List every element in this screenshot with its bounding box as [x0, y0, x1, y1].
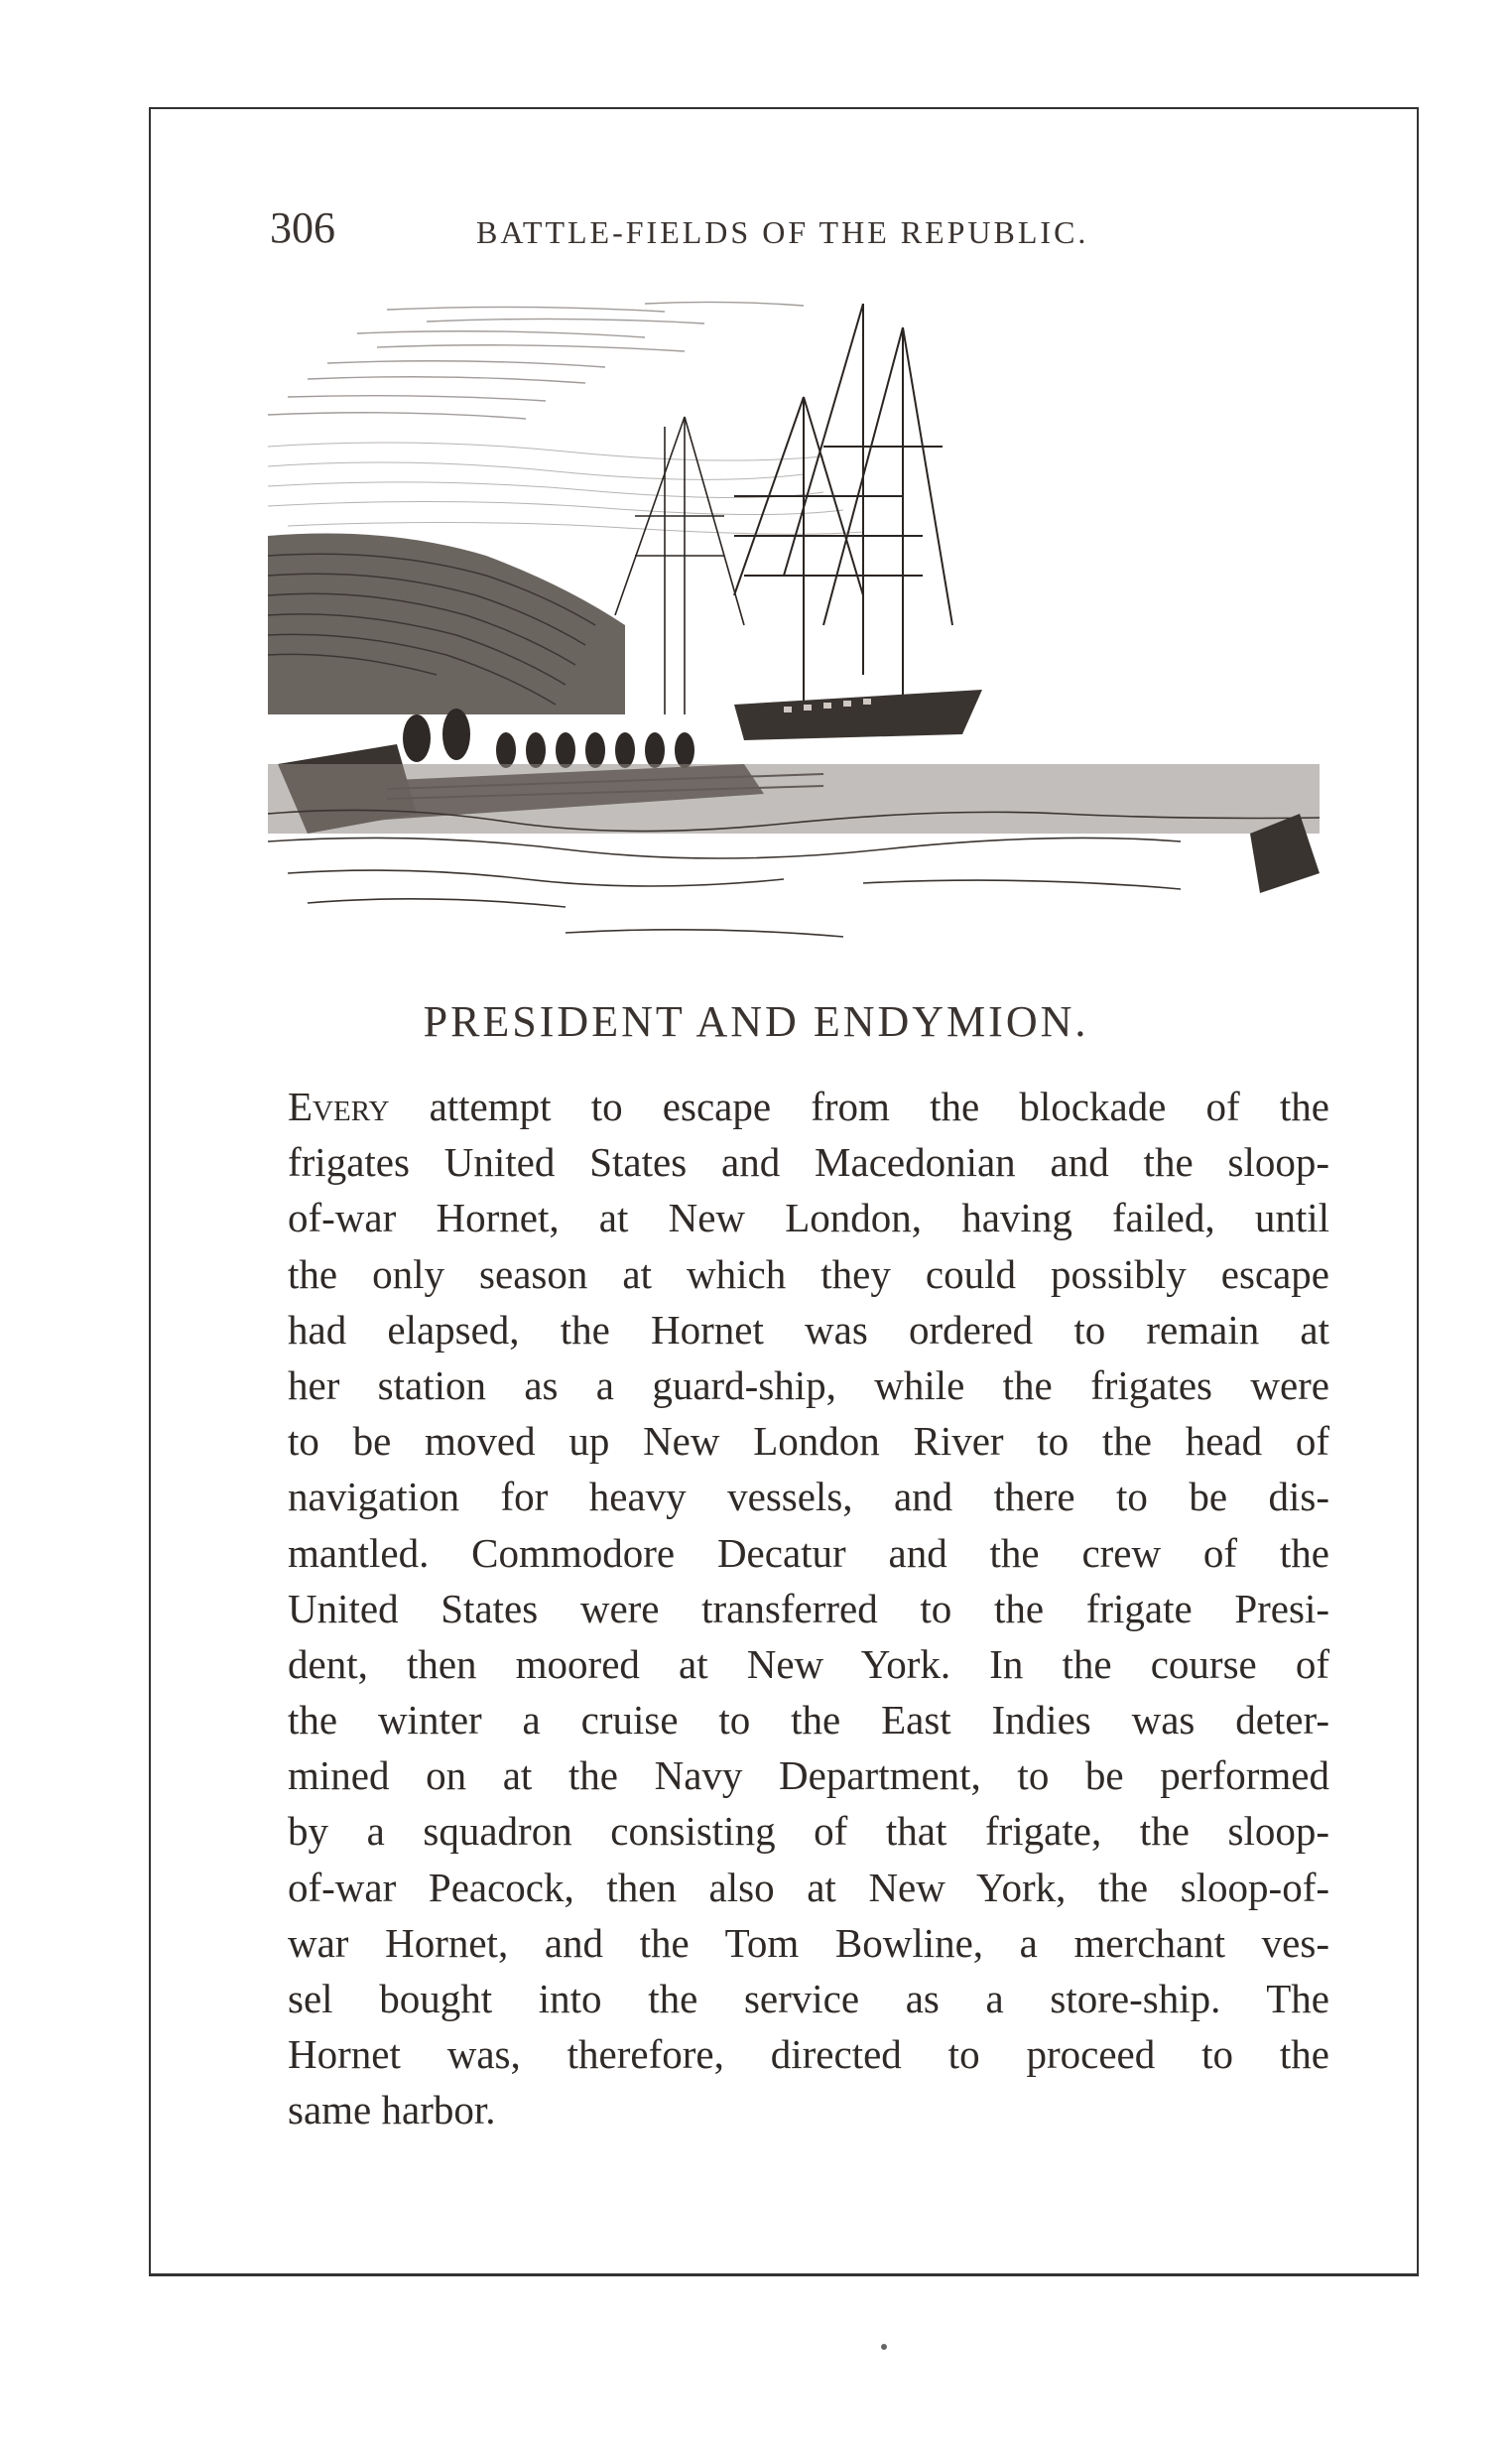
body-line: same harbor.: [288, 2087, 496, 2133]
body-line: by a squadron consisting of that frigate, the sloop-: [288, 1808, 1329, 1855]
illustration-caption: PRESIDENT AND ENDYMION.: [423, 997, 1089, 1046]
body-line: to be moved up New London River to the head of: [288, 1418, 1329, 1465]
body-line: the only season at which they could possibly escape: [288, 1250, 1329, 1297]
body-line: the winter a cruise to the East Indies was deter-: [288, 1697, 1329, 1743]
body-line: United States were transferred to the frigate Presi-: [288, 1585, 1329, 1631]
body-line: Hornet was, therefore, directed to proceed to the: [288, 2031, 1329, 2078]
drop-word: Every: [288, 1084, 390, 1129]
body-line: of-war Hornet, at New London, having failed, until: [288, 1195, 1329, 1241]
running-title: BATTLE-FIELDS OF THE REPUBLIC.: [476, 214, 1089, 250]
body-line: had elapsed, the Hornet was ordered to remain at: [288, 1306, 1329, 1353]
body-line: mantled. Commodore Decatur and the crew of the: [288, 1529, 1329, 1576]
body-line: mined on at the Navy Department, to be performed: [288, 1752, 1329, 1799]
body-line: of-war Peacock, then also at New York, the sloop-of-: [288, 1864, 1329, 1910]
ink-speck: [881, 2344, 887, 2350]
engraving-illustration: [268, 298, 1320, 953]
body-line: her station as a guard-ship, while the frigates were: [288, 1361, 1329, 1408]
body-paragraph: [288, 1079, 1329, 2138]
body-line: sel bought into the service as a store-ship. The: [288, 1976, 1329, 2021]
body-line: frigates United States and Macedonian and the sloop-: [288, 1139, 1329, 1186]
body-line: war Hornet, and the Tom Bowline, a merchant ves-: [288, 1919, 1329, 1966]
body-line: dent, then moored at New York. In the course of: [288, 1640, 1329, 1687]
body-line: Every attempt to escape from the blockade of the: [288, 1084, 1329, 1129]
page-number: 306: [270, 203, 335, 252]
body-line: navigation for heavy vessels, and there to be dis-: [288, 1474, 1329, 1520]
